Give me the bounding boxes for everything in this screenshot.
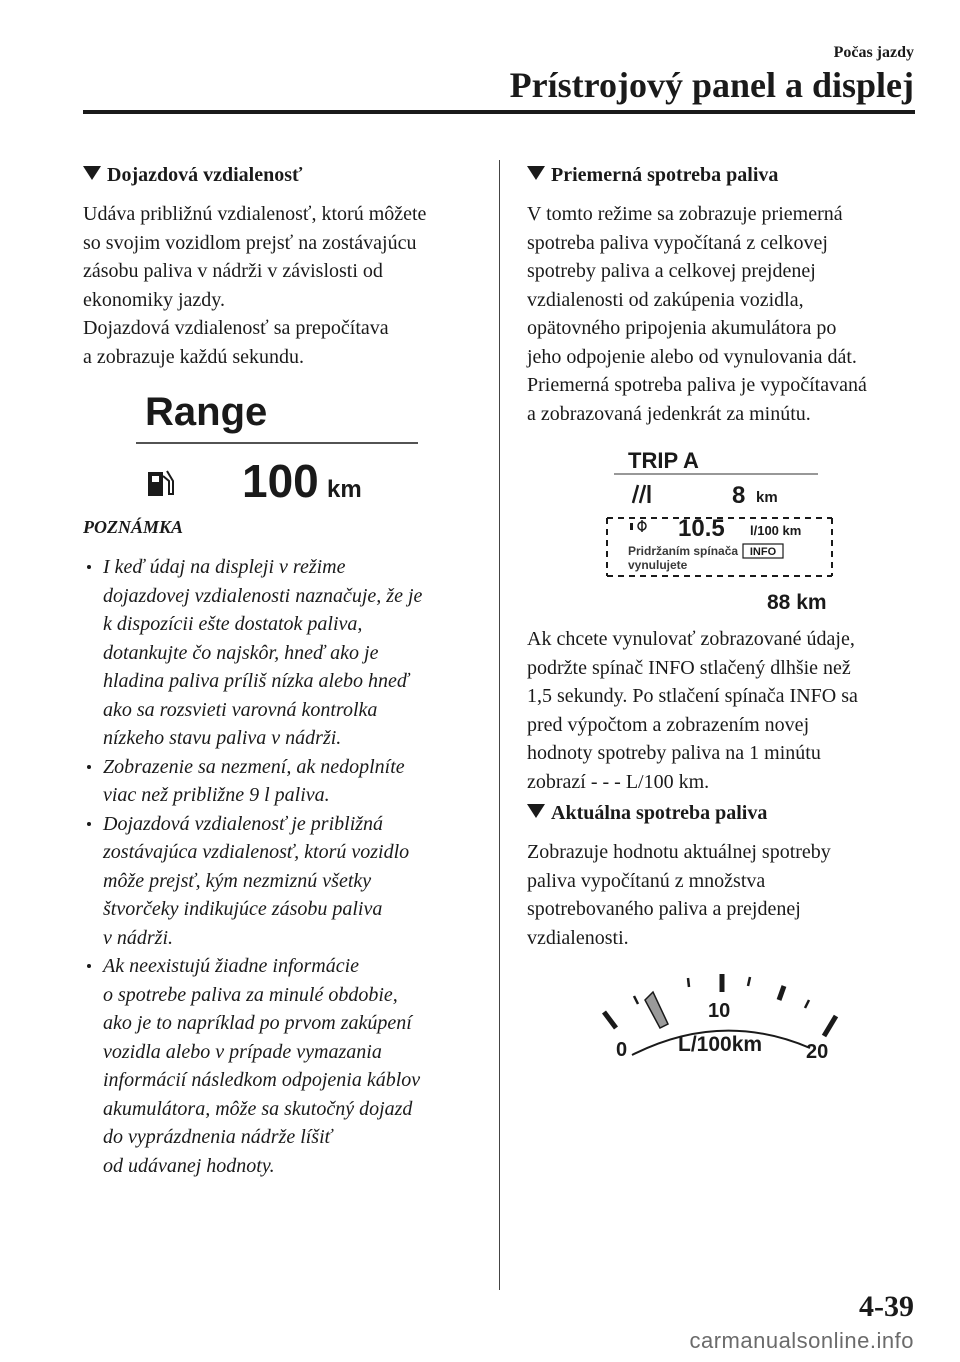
watermark: carmanualsonline.info <box>689 1328 914 1353</box>
bullet-icon <box>87 765 91 769</box>
trip-distance-unit: km <box>756 489 778 506</box>
page-number: 4-39 <box>859 1290 914 1323</box>
range-title: Range <box>145 390 268 434</box>
fuel-pump-icon <box>148 471 173 496</box>
current-consumption-heading <box>527 802 767 825</box>
header-rule <box>83 110 915 114</box>
avg-consumption-unit: l/100 km <box>750 523 802 538</box>
note-item: Ak neexistujú žiadne informácie o spotrebe paliva za minulé obdobie, ako je to napríklad po prvom zakúpení vozidla alebo v prípade vymazania informácií následkom odpojenia káblov akumulátora, môže sa skutočný dojazd do vyprázdnenia nádrže líšiť od udávanej hodnoty. <box>83 952 493 1180</box>
gauge-mid-label: 10 <box>708 1000 731 1022</box>
avg-consumption-value: 10.5 <box>678 515 725 542</box>
trip-display-illustration <box>600 440 840 620</box>
trip-title: TRIP A <box>628 448 699 473</box>
trip-distance-icon <box>633 485 649 503</box>
gauge-unit: L/100km <box>678 1033 763 1056</box>
gauge-max-label: 20 <box>806 1041 829 1063</box>
bullet-icon <box>87 964 91 968</box>
range-heading <box>83 164 302 187</box>
chapter-title: Počas jazdy <box>833 44 914 61</box>
gauge-needle <box>645 992 668 1028</box>
hold-instruction: Pridržaním spínača <box>628 544 739 558</box>
range-paragraph: Udáva približnú vzdialenosť, ktorú môžete so svojim vozidlom prejsť na zostávajúcu zásobu paliva v nádrži v závislosti od ekonomiky jazdy. Dojazdová vzdialenosť sa prepočítava a zobrazuje každú sekundu. <box>83 203 427 368</box>
consumption-gauge-illustration <box>590 960 850 1070</box>
avg-fuel-icon <box>630 520 646 532</box>
gauge-min-label: 0 <box>616 1039 628 1061</box>
note-title: POZNÁMKA <box>83 517 184 537</box>
triangle-bullet-icon <box>527 166 545 180</box>
bullet-icon <box>87 822 91 826</box>
avg-consumption-heading-text: Priemerná spotreba paliva <box>551 164 779 186</box>
note-list <box>83 553 493 1180</box>
current-consumption-heading-text: Aktuálna spotreba paliva <box>551 802 768 824</box>
triangle-bullet-icon <box>83 166 101 180</box>
bullet-icon <box>87 565 91 569</box>
avg-consumption-paragraph: V tomto režime sa zobrazuje priemerná spotreba paliva vypočítaná z celkovej spotreby paliva a celkovej prejdenej vzdialenosti od zakúpenia vozidla, opätovného pripojenia akumulátora po jeho odpojenie alebo od vynulovania dát. Priemerná spotreba paliva je vypočítavaná a zobrazovaná jedenkrát za minútu. <box>527 203 867 425</box>
info-switch-label: INFO <box>749 546 777 558</box>
range-display-illustration <box>130 380 430 520</box>
trip-range-value: 88 km <box>767 591 827 614</box>
triangle-bullet-icon <box>527 804 545 818</box>
note-item: I keď údaj na displeji v režime dojazdovej vzdialenosti naznačuje, že je k dispozícii ešte dostatok paliva, dotankujte čo najskôr, hneď ako je hladina paliva príliš nízka alebo hneď ako sa rozsvieti varovná kontrolka nízkeho stavu paliva v nádrži. <box>83 553 493 753</box>
current-consumption-paragraph: Zobrazuje hodnotu aktuálnej spotreby paliva vypočítanú z množstva spotrebovaného paliva a prejdenej vzdialenosti. <box>527 841 831 949</box>
reset-paragraph: Ak chcete vynulovať zobrazované údaje, podržte spínač INFO stlačený dlhšie než 1,5 sekundy. Po stlačení spínača INFO sa pred výpočtom a zobrazením novej hodnoty spotreby paliva na 1 minútu zobrazí - - - L/100 km. <box>527 628 858 793</box>
reset-instruction: vynulujete <box>628 558 688 572</box>
section-title: Prístrojový panel a displej <box>509 65 914 105</box>
note-item: Dojazdová vzdialenosť je približná zostávajúca vzdialenosť, ktorú vozidlo môže prejsť, kým nezmiznú všetky štvorčeky indikujúce zásobu paliva v nádrži. <box>83 810 493 953</box>
column-divider <box>499 160 500 1290</box>
note-item: Zobrazenie sa nezmení, ak nedoplníte viac než približne 9 l paliva. <box>83 753 493 810</box>
avg-consumption-heading <box>527 164 778 187</box>
range-heading-text: Dojazdová vzdialenosť <box>107 164 303 186</box>
trip-distance-value: 8 <box>732 482 746 509</box>
range-unit: km <box>327 476 362 503</box>
range-value: 100 <box>242 455 319 507</box>
